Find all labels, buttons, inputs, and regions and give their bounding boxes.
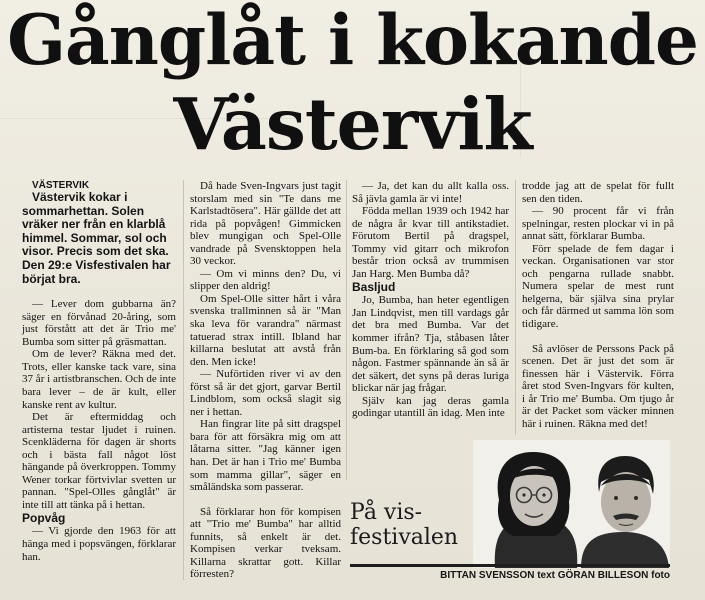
article-column-3 <box>352 180 509 420</box>
photo-credit: BITTAN SVENSSON text GÖRAN BILLESON foto <box>440 570 670 581</box>
photo-tag <box>350 500 458 550</box>
photo-illustration <box>473 440 670 568</box>
subhead-popvag: Popvåg <box>22 511 66 526</box>
headline-line-2: Västervik <box>173 82 532 166</box>
article-column-2 <box>190 180 341 581</box>
article-column-1 <box>22 180 176 563</box>
body-paragraph: Så avlöser de Perssons Pack på scenen. Det är just det som är finessen här i Västervik. Förra året stod Sven-Ingvars för kulten, i år Trio me' Bumba. Om tjugo år är det Packet som väcker minnen här i ruinen. Räkna med det! <box>522 342 674 430</box>
credit-rule <box>350 564 670 567</box>
body-paragraph: Han fingrar lite på sitt dragspel bara för att försäkra mig om att låtarna sitter. "Jag känner igen han. Det är han i Trio me' Bumba som mamma gillar", säger en småländska som passerar. <box>190 418 341 494</box>
body-paragraph: Jo, Bumba, han heter egentligen Jan Lindqvist, men till vardags går det bra med Bumba. Var det kommer ifrån? Tja, ståbasen låter Bum-ba. En förklaring så god som någon. Fastmer spännande än så är det säkert, det syns på deras luriga blickar när jag frågar. <box>352 294 509 395</box>
body-paragraph: — Nuförtiden river vi av den först så är det gjort, garvar Bertil Lindblom, som också slagit sig ner i hettan. <box>190 368 341 418</box>
photo-two-musicians <box>473 440 670 568</box>
body-paragraph: Födda mellan 1939 och 1942 har de några år kvar till antikstadiet. Förutom Bertil på dragspel, Tommy vid gitarr och mikrofon består trion också av trummisen Jan Harg. Men Bumba då? <box>352 205 509 280</box>
body-paragraph: Så förklarar hon för kompisen att "Trio me' Bumba" har alltid funnits, så enkelt är det. Kompisen verkar tveksam. Killarna skrattar gott. Killar förresten? <box>190 505 341 581</box>
body-paragraph: — Om vi minns den? Du, vi slipper den aldrig! <box>190 267 341 293</box>
body-paragraph: Själv kan jag deras gamla godingar utantill än idag. Men inte <box>352 394 509 420</box>
column-divider <box>515 180 516 435</box>
article-column-4 <box>522 180 674 430</box>
photo-tag-line-1: På vis- <box>350 500 423 525</box>
body-paragraph: Då hade Sven-Ingvars just tagit storslam med sin "Te dans me Karlstadtösera". Här gällde det att rida på popvågen! Gimmicken blev mungigan och Spel-Olle vandrade på Svensktoppen hela 30 veckor. <box>190 180 341 268</box>
body-paragraph: — Lever dom gubbarna än? säger en förvånad 20-åring, som just förstått att det är Trio me' Bumba som sitter på gräsmattan. <box>22 298 176 348</box>
body-paragraph: Om de lever? Räkna med det. Trots, eller kanske tack vare, sina 37 år i artistbranschen. Och de inte bara lever – de är kult, eller kanske rent av kultur. <box>22 348 176 411</box>
body-paragraph: — Ja, det kan du allt kalla oss. Så jävla gamla är vi inte! <box>352 180 509 205</box>
body-paragraph: trodde jag att de spelat för fullt sen den tiden. <box>522 180 674 205</box>
body-paragraph: Om Spel-Olle sitter hårt i våra svenska trallminnen så är "Man ska leva för varandra" närmast tatuerad strax intill. Ibland har killarna beslutat att avstå från den. Men icke! <box>190 292 341 368</box>
dateline: VÄSTERVIK <box>32 180 90 191</box>
body-paragraph: — 90 procent får vi från spelningar, resten plockar vi in på annat sätt, förklarar Bumba. <box>522 205 674 243</box>
body-paragraph: Förr spelade de fem dagar i veckan. Organisationen var stor och pengarna rullade snabbt. Numera spelar de mest runt helgerna, bär själva sina prylar och får därmed ut samma lön som tidigare. <box>522 242 674 331</box>
headline-line-1: Gånglåt i kokande <box>7 0 698 81</box>
body-paragraph: Det är eftermiddag och artisterna testar ljudet i ruinen. Scenkläderna för dagen är shorts och i bästa fall något löst hängande på överkroppen. Tommy Wener torkar förtvivlar svetten ur pannan. "Spel-Olles gånglåt" är inte till att tänka på i hettan. <box>22 411 176 511</box>
body-paragraph: — Vi gjorde den 1963 för att hänga med i popsvängen, förklarar han. <box>22 525 176 563</box>
photo-tag-line-2: festivalen <box>350 525 459 550</box>
subhead-basljud: Basljud <box>352 280 396 295</box>
column-divider <box>183 180 184 580</box>
column-divider <box>346 180 347 480</box>
article-lede: Västervik kokar i sommarhettan. Solen vräker ner från en klarblå himmel. Sommar, sol och visor. Precis som det ska. Den 29:e Visfestivalen har börjat bra. <box>22 190 171 286</box>
